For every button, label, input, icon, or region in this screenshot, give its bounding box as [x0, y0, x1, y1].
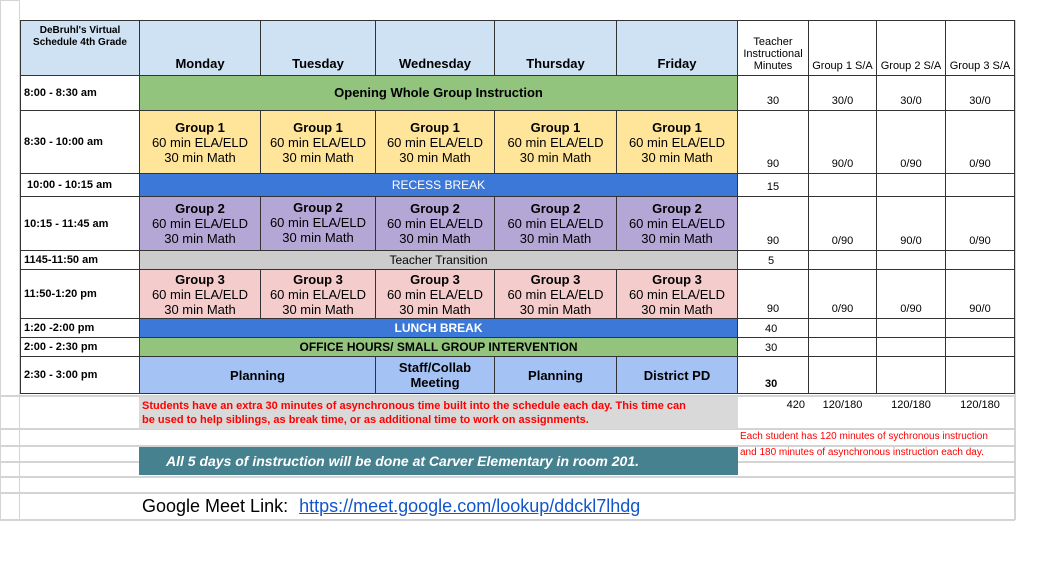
group3-thursday-cell	[494, 269, 617, 319]
group2-tuesday-cell	[260, 196, 376, 251]
math-text: 30 min Math	[164, 149, 236, 165]
group-title: Group 3	[652, 271, 702, 287]
math-text: 30 min Math	[399, 149, 471, 165]
time-label: 10:15 - 11:45 am	[20, 196, 140, 251]
group-title: Group 3	[175, 271, 225, 287]
teacher-minutes-total: 420	[786, 399, 805, 411]
group3-sa-total: 120/180	[960, 399, 1000, 411]
group-title: Group 1	[652, 119, 702, 135]
group2-wednesday-cell	[375, 196, 495, 251]
math-text: 30 min Math	[282, 301, 354, 317]
ela-text: 60 min ELA/ELD	[507, 134, 604, 150]
group-title: Group 1	[175, 119, 225, 135]
group3-sa-cell: 0/90	[945, 110, 1015, 174]
group1-sa-header: Group 1 S/A	[808, 20, 877, 76]
day-header-tuesday: Tuesday	[260, 20, 376, 76]
group2-sa-cell	[876, 356, 946, 394]
location-banner: All 5 days of instruction will be done at Carver Elementary in room 201.	[139, 447, 738, 475]
office-hours-block: OFFICE HOURS/ SMALL GROUP INTERVENTION	[139, 337, 738, 357]
teacher-minutes-cell: 15	[737, 173, 809, 197]
group-title: Group 2	[652, 201, 702, 216]
group1-sa-total: 120/180	[822, 399, 863, 411]
time-label: 2:00 - 2:30 pm	[20, 337, 140, 357]
group-title: Group 3	[293, 271, 343, 287]
group-title: Group 3	[530, 271, 581, 287]
teacher-minutes-cell: 90	[737, 110, 809, 174]
meet-link-label: Google Meet Link:	[142, 495, 289, 516]
group1-sa-cell	[808, 356, 877, 394]
time-label: 1145-11:50 am	[20, 250, 140, 270]
group1-thursday-cell	[494, 110, 617, 174]
group-title: Group 1	[410, 119, 460, 135]
ela-text: 60 min ELA/ELD	[269, 286, 367, 302]
group2-sa-header: Group 2 S/A	[876, 20, 946, 76]
group3-sa-cell	[945, 356, 1015, 394]
async-note	[139, 397, 738, 429]
day-header-monday: Monday	[139, 20, 261, 76]
teacher-minutes-cell: 30	[737, 356, 809, 394]
teacher-transition-block: Teacher Transition	[139, 250, 738, 270]
district-pd-cell: District PD	[616, 356, 738, 394]
math-text: 30 min Math	[641, 231, 713, 246]
math-text: 30 min Math	[519, 149, 592, 165]
group3-sa-cell	[945, 318, 1015, 338]
group-title: Group 1	[530, 119, 581, 135]
time-label: 2:30 - 3:00 pm	[20, 356, 140, 394]
group2-sa-cell: 0/90	[876, 269, 946, 319]
group2-sa-cell: 30/0	[876, 75, 946, 111]
ela-text: 60 min ELA/ELD	[628, 134, 726, 150]
schedule-title: DeBruhl's Virtual Schedule 4th Grade	[20, 20, 140, 76]
group3-sa-cell: 30/0	[945, 75, 1015, 111]
group-title: Group 2	[410, 201, 460, 216]
day-header-wednesday: Wednesday	[375, 20, 495, 76]
day-header-friday: Friday	[616, 20, 738, 76]
recess-break-block: RECESS BREAK	[139, 173, 738, 197]
math-text: 30 min Math	[519, 301, 592, 317]
sync-note-line: and 180 minutes of asynchronous instruction each day.	[740, 447, 984, 458]
math-text: 30 min Math	[519, 231, 592, 246]
group3-tuesday-cell	[260, 269, 376, 319]
ela-text: 60 min ELA/ELD	[151, 134, 249, 150]
group3-sa-cell: 90/0	[945, 269, 1015, 319]
ela-text: 60 min ELA/ELD	[386, 134, 484, 150]
group3-wednesday-cell	[375, 269, 495, 319]
async-note-line: be used to help siblings, as break time, or as additional time to work on assignments.	[142, 414, 589, 426]
time-label: 8:00 - 8:30 am	[20, 75, 140, 111]
group1-tuesday-cell	[260, 110, 376, 174]
group2-friday-cell	[616, 196, 738, 251]
math-text: 30 min Math	[164, 231, 236, 246]
planning-thursday-cell: Planning	[494, 356, 617, 394]
math-text: 30 min Math	[399, 301, 471, 317]
math-text: 30 min Math	[164, 301, 236, 317]
teacher-minutes-cell: 90	[737, 196, 809, 251]
time-label: 11:50-1:20 pm	[20, 269, 140, 319]
meet-link[interactable]: https://meet.google.com/lookup/ddckl7lhdg	[299, 495, 641, 516]
group1-sa-cell	[808, 173, 877, 197]
sync-note	[740, 429, 1015, 465]
gridline-col	[0, 0, 20, 520]
sync-note-line: Each student has 120 minutes of sychronous instruction	[740, 431, 988, 442]
ela-text: 60 min ELA/ELD	[386, 216, 484, 231]
group1-monday-cell	[139, 110, 261, 174]
group1-sa-cell	[808, 337, 877, 357]
time-label: 10:00 - 10:15 am	[20, 173, 140, 197]
group3-sa-cell	[945, 250, 1015, 270]
group-title: Group 2	[175, 201, 225, 216]
group-title: Group 2	[293, 200, 343, 215]
ela-text: 60 min ELA/ELD	[269, 134, 367, 150]
group2-sa-total: 120/180	[891, 399, 931, 411]
group2-thursday-cell	[494, 196, 617, 251]
time-label: 8:30 - 10:00 am	[20, 110, 140, 174]
group-title: Group 2	[530, 201, 581, 216]
teacher-minutes-cell: 30	[737, 75, 809, 111]
group1-wednesday-cell	[375, 110, 495, 174]
ela-text: 60 min ELA/ELD	[386, 286, 484, 302]
ela-text: 60 min ELA/ELD	[151, 216, 249, 231]
teacher-minutes-cell: 5	[737, 250, 809, 270]
math-text: 30 min Math	[282, 230, 354, 245]
time-label: 1:20 -2:00 pm	[20, 318, 140, 338]
group2-sa-cell: 0/90	[876, 110, 946, 174]
group1-sa-cell	[808, 250, 877, 270]
teacher-minutes-cell: 30	[737, 337, 809, 357]
group2-sa-cell: 90/0	[876, 196, 946, 251]
ela-text: 60 min ELA/ELD	[507, 286, 604, 302]
group2-monday-cell	[139, 196, 261, 251]
async-note-line: Students have an extra 30 minutes of asynchronous time built into the schedule each day. This time can	[142, 400, 686, 412]
group-title: Group 3	[410, 271, 460, 287]
group3-sa-cell	[945, 337, 1015, 357]
math-text: 30 min Math	[641, 149, 713, 165]
staff-collab-meeting-cell: Staff/Collab Meeting	[375, 356, 495, 394]
group2-sa-cell	[876, 173, 946, 197]
gridline-row	[0, 519, 1015, 521]
math-text: 30 min Math	[399, 231, 471, 246]
group1-friday-cell	[616, 110, 738, 174]
group1-sa-cell	[808, 318, 877, 338]
math-text: 30 min Math	[641, 301, 713, 317]
teacher-minutes-cell: 40	[737, 318, 809, 338]
teacher-minutes-cell: 90	[737, 269, 809, 319]
ela-text: 60 min ELA/ELD	[507, 216, 604, 231]
group1-sa-cell: 0/90	[808, 196, 877, 251]
opening-whole-group-block: Opening Whole Group Instruction	[139, 75, 738, 111]
group3-monday-cell	[139, 269, 261, 319]
day-header-thursday: Thursday	[494, 20, 617, 76]
group2-sa-cell	[876, 318, 946, 338]
group-title: Group 1	[293, 119, 343, 135]
group2-sa-cell	[876, 337, 946, 357]
planning-monday-tuesday-cell: Planning	[139, 356, 376, 394]
group1-sa-cell: 90/0	[808, 110, 877, 174]
teacher-minutes-header: Teacher Instructional Minutes	[737, 20, 809, 76]
group1-sa-cell: 0/90	[808, 269, 877, 319]
math-text: 30 min Math	[282, 149, 354, 165]
gridline-row	[0, 476, 1015, 478]
ela-text: 60 min ELA/ELD	[628, 286, 726, 302]
group2-sa-cell	[876, 250, 946, 270]
ela-text: 60 min ELA/ELD	[151, 286, 249, 302]
meet-link-row	[142, 493, 742, 519]
group3-sa-cell	[945, 173, 1015, 197]
group3-sa-header: Group 3 S/A	[945, 20, 1015, 76]
group1-sa-cell: 30/0	[808, 75, 877, 111]
group3-friday-cell	[616, 269, 738, 319]
ela-text: 60 min ELA/ELD	[628, 216, 726, 231]
group3-sa-cell: 0/90	[945, 196, 1015, 251]
ela-text: 60 min ELA/ELD	[269, 215, 367, 230]
lunch-break-block: LUNCH BREAK	[139, 318, 738, 338]
